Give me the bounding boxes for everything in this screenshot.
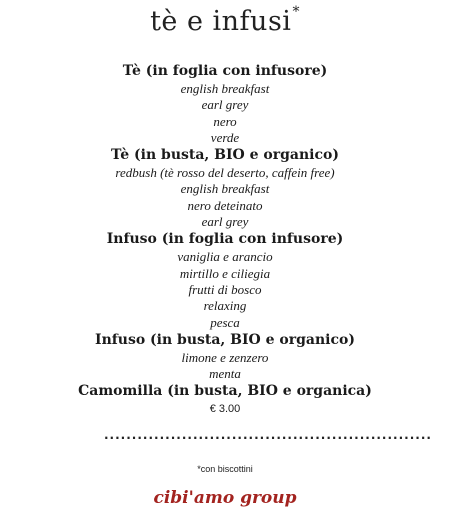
title-asterisk: * (292, 4, 300, 20)
menu-section-te-foglia (0, 62, 450, 146)
menu-item: pesca (210, 314, 240, 330)
menu-section-camomilla (0, 382, 450, 418)
menu-item: earl grey (201, 214, 249, 230)
menu-section-infuso-foglia (0, 230, 450, 330)
menu-item: english breakfast (180, 81, 270, 96)
menu-list (0, 62, 450, 418)
menu-item: nero deteinato (187, 197, 263, 213)
price-label: € 3.00 (209, 403, 241, 416)
section-heading: Tè (in busta, BIO e organico) (111, 147, 339, 164)
page-title (0, 4, 450, 37)
menu-item: english breakfast (180, 181, 270, 197)
menu-section-infuso-busta (0, 331, 450, 383)
section-heading: Camomilla (in busta, BIO e organica) (78, 383, 372, 400)
logo-wordmark: cibi'amo group (153, 488, 297, 508)
menu-item: earl grey (201, 97, 249, 113)
menu-item: mirtillo e ciliegia (179, 265, 271, 281)
menu-item: verde (210, 129, 240, 145)
menu-item: menta (209, 366, 241, 382)
title-text: tè e infusi (150, 6, 292, 37)
brand-logo (0, 481, 450, 517)
section-heading: Infuso (in busta, BIO e organico) (95, 331, 355, 348)
menu-section-te-busta (0, 146, 450, 230)
logo-graphic (150, 481, 300, 513)
menu-item: relaxing (203, 298, 247, 314)
footnote: *con biscottini (197, 464, 253, 474)
section-heading: Infuso (in foglia con infusore) (106, 231, 344, 248)
menu-item: vaniglia e arancio (177, 249, 273, 265)
menu-item: frutti di bosco (188, 281, 262, 297)
menu-item: nero (213, 113, 237, 129)
dotted-separator: ........................................................... (104, 428, 432, 442)
section-heading: Tè (in foglia con infusore) (122, 63, 328, 79)
menu-item: redbush (tè rosso del deserto, caffein free) (115, 165, 335, 181)
menu-item: limone e zenzero (181, 349, 269, 365)
